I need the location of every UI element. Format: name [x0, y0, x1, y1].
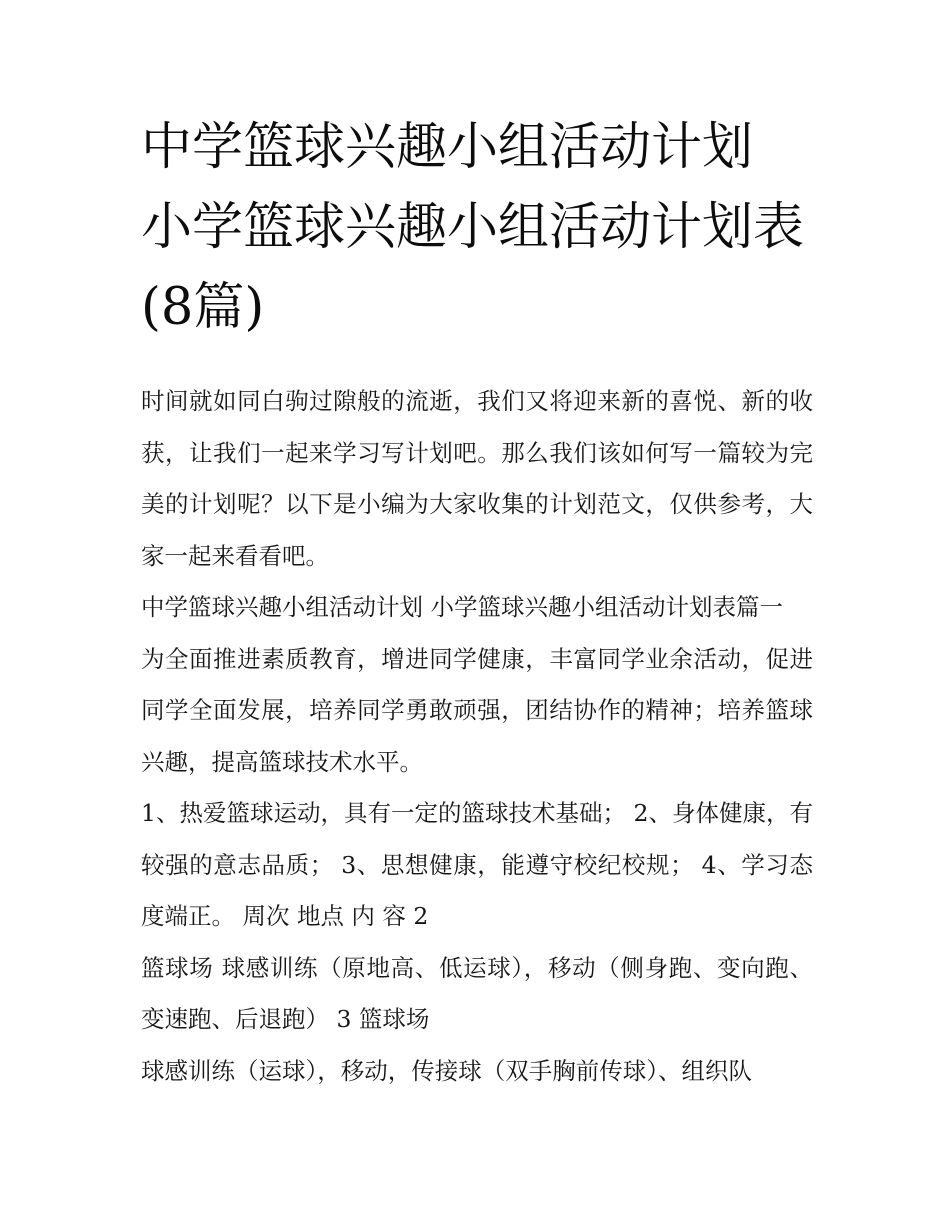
paragraph-schedule-week3: 球感训练（运球），移动，传接球（双手胸前传球）、组织队 — [141, 1056, 752, 1085]
paragraph-requirements: 1、热爱篮球运动，具有一定的篮球技术基础； 2、身体健康，有较强的意志品质； 3、思想健康，能遵守校纪校规； 4、学习态度端正。 周次 地点 内 容 2 — [141, 799, 813, 930]
paragraph-purpose: 为全面推进素质教育，增进同学健康，丰富同学业余活动，促进同学全面发展，培养同学勇敢顽强，团结协作的精神；培养篮球兴趣，提高篮球技术水平。 — [141, 644, 813, 776]
paragraph-intro: 时间就如同白驹过隙般的流逝，我们又将迎来新的喜悦、新的收获，让我们一起来学习写计划吧。那么我们该如何写一篇较为完美的计划呢？以下是小编为大家收集的计划范文，仅供参考，大家一起来看看吧。 — [141, 387, 813, 570]
document-title: 中学篮球兴趣小组活动计划 小学篮球兴趣小组活动计划表(8篇) — [141, 118, 805, 337]
paragraph-schedule-week2: 篮球场 球感训练（原地高、低运球），移动（侧身跑、变向跑、变速跑、后退跑） 3 篮球场 — [141, 953, 813, 1033]
document-page — [141, 108, 813, 1097]
paragraph-section-heading: 中学篮球兴趣小组活动计划 小学篮球兴趣小组活动计划表篇一 — [141, 593, 783, 621]
document-body — [141, 376, 813, 1097]
